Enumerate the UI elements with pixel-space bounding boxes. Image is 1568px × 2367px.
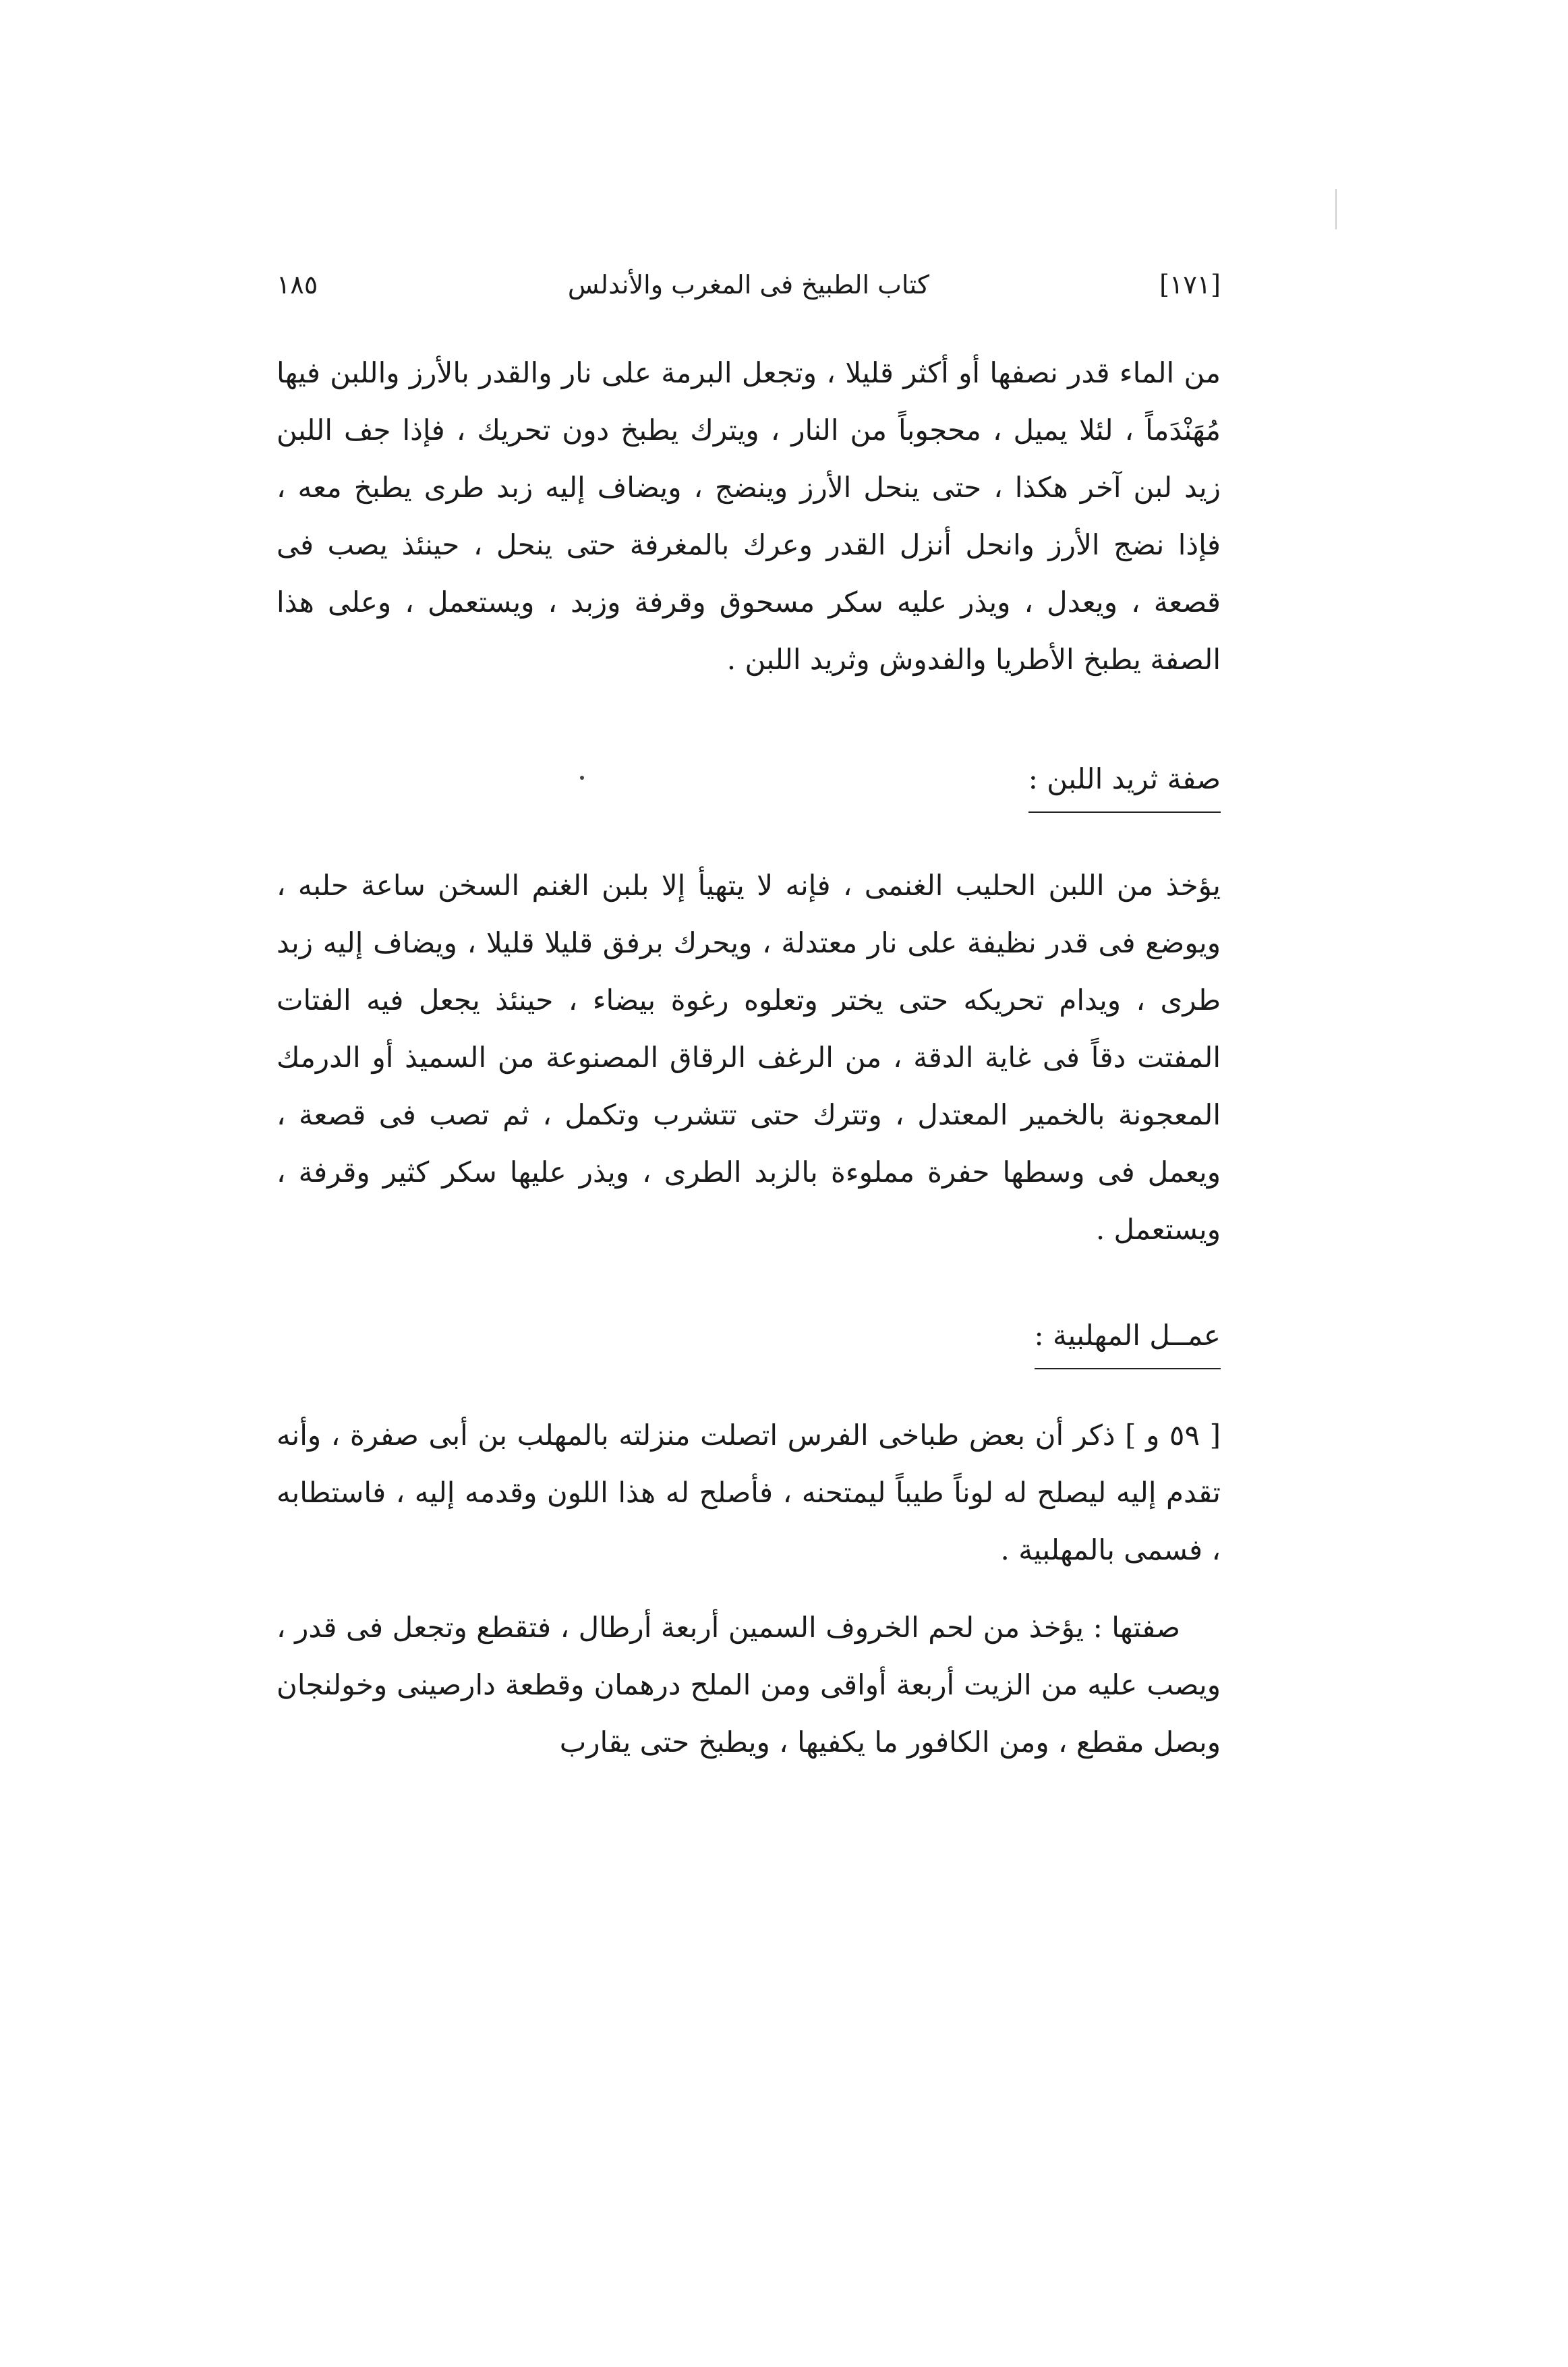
- heading-milk-tharid: [1028, 752, 1221, 813]
- original-page-number: [١٧١]: [1159, 270, 1221, 300]
- page-header: [277, 270, 1221, 317]
- heading-underline: [1035, 1368, 1221, 1369]
- ink-dot: [580, 776, 584, 780]
- heading-text: عمــل المهلبية :: [1034, 1319, 1221, 1352]
- paragraph-muhallabiya-origin: [ ٥٩ و ] ذكر أن بعض طباخى الفرس اتصلت منزلته بالمهلب بن أبى صفرة ، وأنه تقدم إليه ليصلح له لوناً طيباً ليمتحنه ، فأصلح له هذا اللون وقدمه إليه ، فاستطابه ، فسمى بالمهلبية .: [277, 1419, 1221, 1566]
- heading-underline: [1028, 811, 1221, 813]
- margin-mark: [1335, 189, 1337, 229]
- running-title: كتاب الطبيخ فى المغرب والأندلس: [567, 270, 930, 300]
- paragraph-muhallabiya-recipe: صفتها : يؤخذ من لحم الخروف السمين أربعة أرطال ، فتقطع وتجعل فى قدر ، ويصب عليه من الزيت أربعة أواقى ومن الملح درهمان وقطعة دارصينى وخولنجان وبصل مقطع ، ومن الكافور ما يكفيها ، ويطبخ حتى يقارب: [277, 1611, 1221, 1759]
- heading-text: صفة ثريد اللبن :: [1028, 762, 1221, 795]
- page-number: ١٨٥: [277, 270, 318, 300]
- paragraph-milk-tharid: يؤخذ من اللبن الحليب الغنمى ، فإنه لا يتهيأ إلا بلبن الغنم السخن ساعة حلبه ، ويوضع فى قدر نظيفة على نار معتدلة ، ويحرك برفق قليلا قليلا ، ويضاف إليه زبد طرى ، ويدام تحريكه حتى يختر وتعلوه رغوة بيضاء ، حينئذ يجعل فيه الفتات المفتت دقاً فى غاية الدقة ، من الرغف الرقاق المصنوعة من السميذ أو الدرمك المعجونة بالخمير المعتدل ، وتترك حتى تتشرب وتكمل ، ثم تصب فى قصعة ، ويعمل فى وسطها حفرة مملوءة بالزبد الطرى ، ويذر عليها سكر كثير وقرفة ، ويستعمل .: [277, 869, 1221, 1246]
- paragraph-rice-milk: من الماء قدر نصفها أو أكثر قليلا ، وتجعل البرمة على نار والقدر بالأرز واللبن فيها مُهَنْدَماً ، لئلا يميل ، محجوباً من النار ، ويترك يطبخ دون تحريك ، فإذا جف اللبن زيد لبن آخر هكذا ، حتى ينحل الأرز وينضج ، ويضاف إليه زبد طرى يطبخ معه ، فإذا نضج الأرز وانحل أنزل القدر وعرك بالمغرفة حتى ينحل ، حينئذ يصب فى قصعة ، ويعدل ، ويذر عليه سكر مسحوق وقرفة وزبد ، ويستعمل ، وعلى هذا الصفة يطبخ الأطريا والفدوش وثريد اللبن .: [277, 356, 1221, 676]
- heading-muhallabiya: [1035, 1309, 1221, 1369]
